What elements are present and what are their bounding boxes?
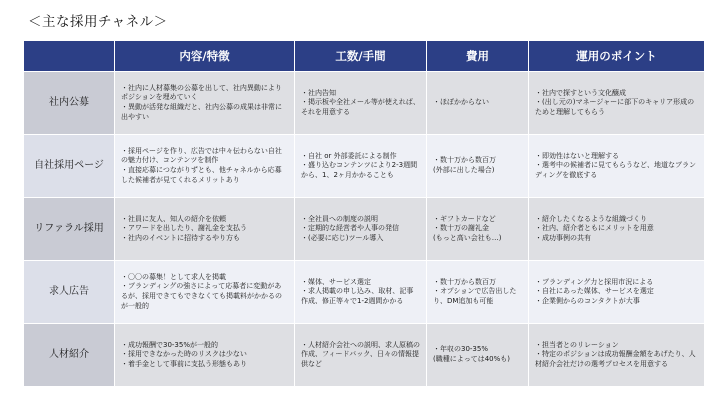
row-tips-cell: ・ブランディング力と採用市況による ・自社にあった媒体、サービスを選定 ・企業側からのコンタクトが大事 [529, 261, 705, 324]
row-channel-name: 人材紹介 [24, 324, 115, 387]
header-content: 内容/特徴 [115, 41, 295, 72]
row-tips-cell: ・社内で探すという文化醸成 ・(出し元の)マネージャーに部下のキャリア形成のためと理解してもらう [529, 72, 705, 135]
row-cost-cell: ・数十万から数百万 (外部に出した場合) [427, 135, 529, 198]
header-effort: 工数/手間 [295, 41, 427, 72]
row-channel-name: リファラル採用 [24, 198, 115, 261]
table-row [24, 324, 705, 387]
table-row [24, 72, 705, 135]
row-tips-cell: ・担当者とのリレーション ・特定のポジションは成功報酬金額をあげたり、人材紹介会社だけの選考プロセスを用意する [529, 324, 705, 387]
row-effort-cell: ・全社員への制度の説明 ・定期的な経営者や人事の発信 ・(必要に応じ)ツール導入 [295, 198, 427, 261]
row-cost-cell: ・ギフトカードなど ・数十万の謝礼金 (もっと高い会社も…) [427, 198, 529, 261]
row-tips-cell: ・即効性はないと理解する ・選考中の候補者に見てもらうなど、地道なブランディングを徹底する [529, 135, 705, 198]
row-content-cell: ・採用ページを作り、広告では中々伝わらない自社の魅力付け、コンテンツを制作 ・直接応募につながりずとも、他チャネルから応募した候補者が見てくれるメリットあり [115, 135, 295, 198]
table-row [24, 261, 705, 324]
row-effort-cell: ・媒体、サービス選定 ・求人掲載の申し込み、取材、記事作成、修正等々で1-2週間かかる [295, 261, 427, 324]
row-effort-cell: ・社内告知 ・掲示板や全社メール等が使えれば、それを用意する [295, 72, 427, 135]
row-cost-cell: ・年収の30-35% (職種によっては40%も) [427, 324, 529, 387]
row-channel-name: 求人広告 [24, 261, 115, 324]
row-effort-cell: ・人材紹介会社への説明、求人原稿の作成、フィードバック、日々の情報提供など [295, 324, 427, 387]
row-cost-cell: ・ほぼかからない [427, 72, 529, 135]
header-tips: 運用のポイント [529, 41, 705, 72]
row-cost-cell: ・数十万から数百万 ・オプションで広告出したり、DM追加も可能 [427, 261, 529, 324]
recruiting-channels-table [23, 40, 705, 387]
row-channel-name: 自社採用ページ [24, 135, 115, 198]
row-content-cell: ・社員に友人、知人の紹介を依頼 ・アワードを出したり、謝礼金を支払う ・社内のイベントに招待するやり方も [115, 198, 295, 261]
table-row [24, 198, 705, 261]
row-content-cell: ・社内に人材募集の公募を出して、社内異動によりポジションを埋めていく ・異動が活発な組織だと、社内公募の成果は非常に出やすい [115, 72, 295, 135]
header-cost: 費用 [427, 41, 529, 72]
row-content-cell: ・〇〇の募集！として求人を掲載 ・ブランディングの強さによって応募者に変動があるが、採用できてもできなくても掲載料がかかるのが一般的 [115, 261, 295, 324]
page-title: ＜主な採用チャネル＞ [28, 14, 168, 30]
row-tips-cell: ・紹介したくなるような組織づくり ・社内、紹介者ともにメリットを用意 ・成功事例の共有 [529, 198, 705, 261]
row-content-cell: ・成功報酬で30-35%が一般的 ・採用できなかった時のリスクは少ない ・着手金として事前に支払う形態もあり [115, 324, 295, 387]
header-corner-cell [24, 41, 115, 72]
table-row [24, 135, 705, 198]
row-channel-name: 社内公募 [24, 72, 115, 135]
table-header-row [24, 41, 705, 72]
row-effort-cell: ・自社 or 外部委託による制作 ・盛り込むコンテンツにより2-3週間から、1、2ヶ月かかることも [295, 135, 427, 198]
